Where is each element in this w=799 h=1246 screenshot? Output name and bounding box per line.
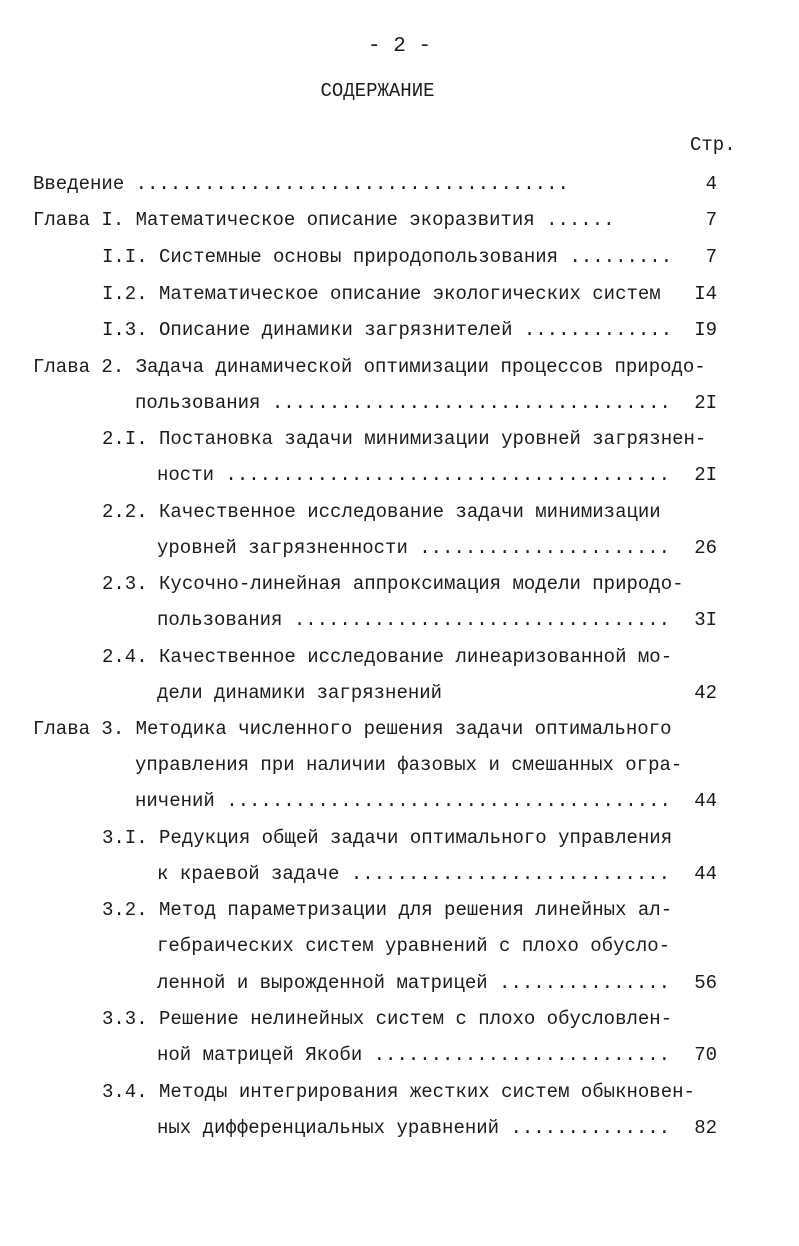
toc-entry-text: 2.4. Качественное исследование линеаризованной мо- — [102, 646, 673, 668]
toc-entry-text: 2.3. Кусочно-линейная аппроксимация модели природо- — [102, 573, 684, 595]
toc-entry-text: Глава I. Математическое описание экоразвития ...... — [33, 209, 615, 231]
toc-entry-text: 3.4. Методы интегрирования жестких систем обыкновен- — [102, 1081, 695, 1103]
toc-entry-page: 2I — [694, 392, 717, 414]
page-column-header: Стр. — [690, 134, 736, 156]
toc-entry-text: 3.2. Метод параметризации для решения линейных ал- — [102, 899, 673, 921]
toc-entry-text: I.I. Системные основы природопользования ......... — [102, 246, 673, 268]
toc-entry-text: 2.I. Постановка задачи минимизации уровней загрязнен- — [102, 428, 707, 450]
toc-entry-text: I.3. Описание динамики загрязнителей ............. — [102, 319, 673, 341]
toc-entry-page: 2I — [694, 464, 717, 486]
toc-entry-page: 44 — [694, 790, 717, 812]
toc-title: СОДЕРЖАНИЕ — [320, 80, 435, 102]
toc-entry-page: I9 — [694, 319, 717, 341]
toc-entry-page: 7 — [705, 246, 717, 268]
toc-entry-text: Глава 3. Методика численного решения задачи оптимального — [33, 718, 672, 740]
toc-entry-page: 44 — [694, 863, 717, 885]
toc-entry-page: 82 — [694, 1117, 717, 1139]
toc-entry-text: ности ....................................... — [157, 464, 671, 486]
toc-entry-text: гебраических систем уравнений с плохо обусло- — [157, 935, 671, 957]
toc-entry-page: 70 — [694, 1044, 717, 1066]
toc-entry-page: I4 — [694, 283, 717, 305]
toc-entry-text: 3.I. Редукция общей задачи оптимального управления — [102, 827, 673, 849]
toc-entry-text: ных дифференциальных уравнений .............. — [157, 1117, 671, 1139]
toc-entry-page: 3I — [694, 609, 717, 631]
toc-entry-text: ничений ....................................... — [135, 790, 671, 812]
toc-entry-text: ной матрицей Якоби .......................... — [157, 1044, 671, 1066]
toc-entry-text: I.2. Математическое описание экологических систем — [102, 283, 673, 305]
toc-entry-text: пользования ................................... — [135, 392, 671, 414]
toc-entry-page: 26 — [694, 537, 717, 559]
toc-entry-text: к краевой задаче ............................ — [157, 863, 671, 885]
toc-entry-text: Введение ...................................... — [33, 173, 569, 195]
toc-entry-text: 2.2. Качественное исследование задачи минимизации — [102, 501, 661, 523]
page-number: - 2 - — [367, 35, 431, 58]
toc-entry-text: управления при наличии фазовых и смешанных огра- — [135, 754, 683, 776]
toc-entry-page: 42 — [694, 682, 717, 704]
toc-entry-page: 4 — [705, 173, 717, 195]
toc-entry-text: 3.3. Решение нелинейных систем с плохо обусловлен- — [102, 1008, 673, 1030]
toc-entry-text: пользования ................................. — [157, 609, 671, 631]
toc-entry-text: дели динамики загрязнений — [157, 682, 443, 704]
toc-entry-page: 7 — [705, 209, 717, 231]
toc-entry-text: уровней загрязненности ...................... — [157, 537, 671, 559]
toc-entry-text: Глава 2. Задача динамической оптимизации процессов природо- — [33, 356, 706, 378]
toc-entry-page: 56 — [694, 972, 717, 994]
toc-entry-text: ленной и вырожденной матрицей ............... — [157, 972, 671, 994]
